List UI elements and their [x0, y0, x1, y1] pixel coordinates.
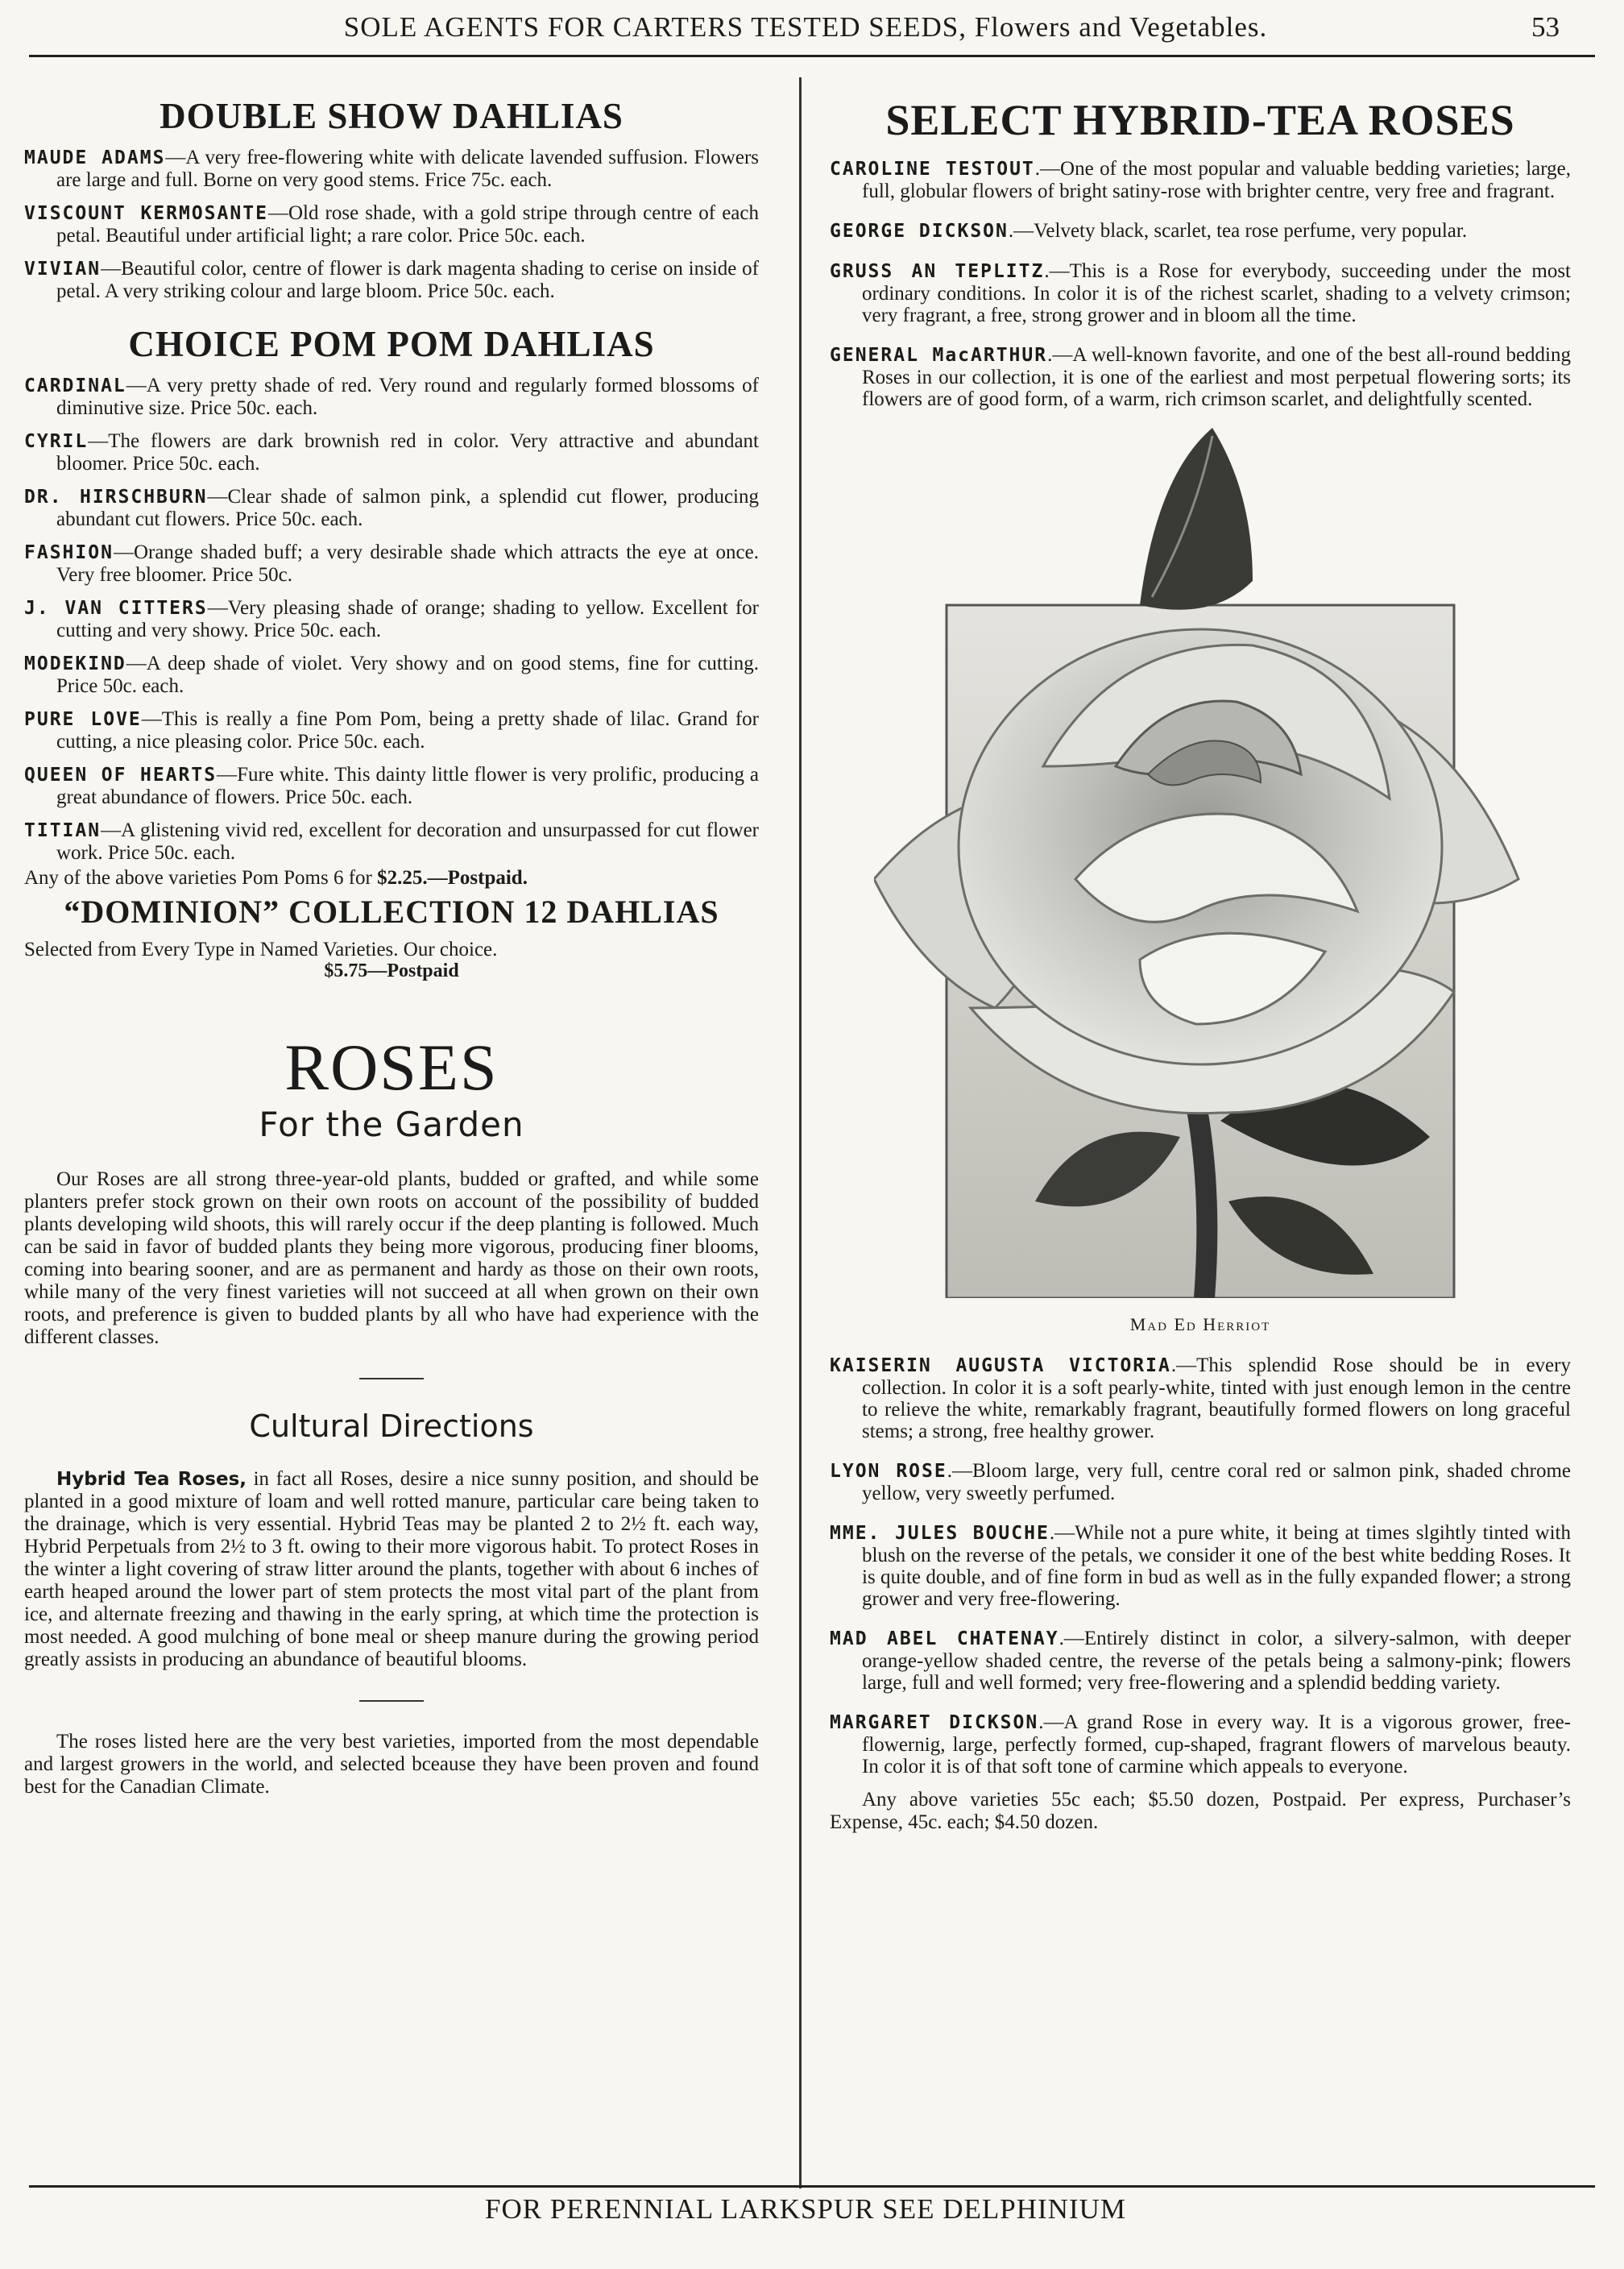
right-column	[830, 95, 1571, 1854]
cultural-directions-title: Cultural Directions	[249, 1408, 534, 1444]
list-item	[24, 764, 759, 808]
divider	[359, 1700, 424, 1702]
variety-name: CARDINAL	[24, 375, 126, 396]
list-item	[24, 486, 759, 530]
collection-text: Selected from Every Type in Named Varieties. Our choice.	[24, 939, 498, 960]
list-item	[24, 819, 759, 864]
variety-name: PURE LOVE	[24, 709, 142, 730]
variety-name: MAD ABEL CHATENAY	[830, 1628, 1059, 1649]
rose-illustration	[874, 428, 1527, 1298]
variety-desc: —Beautiful color, centre of flower is dark magenta shading to cerise on inside of petal. A very striking colour and large bloom. Price 50c. each.	[56, 258, 759, 302]
list-item	[830, 344, 1571, 410]
variety-desc: .—While not a pure white, it being at times slgihtly tinted with blush on the reverse of the petals, we consider it one of the best white bedding Roses. It is quite double, and of fine form in bud as well as in the fully expanded flower; a strong grower and very free-flowering.	[862, 1522, 1571, 1610]
variety-name: GENERAL MacARTHUR	[830, 345, 1048, 366]
variety-desc: —A deep shade of violet. Very showy and on good stems, fine for cutting. Price 50c. each.	[56, 653, 759, 697]
variety-name: KAISERIN AUGUSTA VICTORIA	[830, 1355, 1171, 1376]
roses-closing: The roses listed here are the very best varieties, imported from the most dependable and largest growers in the world, and selected bceause they have been proven and found best for the Canadian Climate.	[24, 1731, 759, 1798]
variety-desc: —The flowers are dark brownish red in color. Very attractive and abundant bloomer. Price 50c. each.	[56, 430, 759, 475]
collection-price: $5.75—Postpaid	[324, 960, 459, 981]
variety-desc: —A very pretty shade of red. Very round and regularly formed blossoms of diminutive size. Price 50c. each.	[56, 375, 759, 419]
variety-desc: .—Entirely distinct in color, a silvery-salmon, with deeper orange-yellow shaded centre, the reverse of the petals being a salmony-pink; flowers large, full and well formed; very free-flowering and a splendid bedding variety.	[862, 1628, 1571, 1694]
variety-desc: .—One of the most popular and valuable bedding varieties; large, full, globular flowers of bright satiny-rose with brighter centre, very free and fragrant.	[862, 158, 1571, 202]
divider	[359, 1378, 424, 1379]
variety-name: LYON ROSE	[830, 1461, 947, 1482]
hybrid-tea-title: SELECT HYBRID-TEA ROSES	[885, 96, 1515, 144]
pom-pom-title: CHOICE POM POM DAHLIAS	[128, 324, 655, 364]
list-item	[24, 258, 759, 302]
variety-name: MME. JULES BOUCHE	[830, 1523, 1050, 1544]
variety-desc: —Orange shaded buff; a very desirable shade which attracts the eye at once. Very free bloomer. Price 50c.	[56, 541, 759, 586]
variety-desc: .—Velvety black, scarlet, tea rose perfume, very popular.	[1008, 220, 1468, 242]
running-footer: FOR PERENNIAL LARKSPUR SEE DELPHINIUM	[484, 2193, 1127, 2225]
variety-name: MAUDE ADAMS	[24, 147, 166, 168]
variety-name: CAROLINE TESTOUT	[830, 159, 1035, 180]
offer-price: $2.25.—Postpaid.	[377, 867, 528, 889]
image-caption: Mad Ed Herriot	[1129, 1314, 1271, 1334]
list-item	[24, 597, 759, 641]
variety-desc: —Very pleasing shade of orange; shading to yellow. Excellent for cutting and very showy. Price 50c. each.	[56, 597, 759, 641]
variety-desc: .—This is a Rose for everybody, succeeding under the most ordinary conditions. In color it is of the richest scarlet, shading to a velvety crimson; very fragrant, a free, strong grower and in bloom all the time.	[862, 260, 1572, 326]
cultural-directions-text	[24, 1468, 759, 1671]
variety-name: QUEEN OF HEARTS	[24, 765, 218, 786]
variety-name: VIVIAN	[24, 259, 102, 280]
variety-desc: —This is really a fine Pom Pom, being a pretty shade of lilac. Grand for cutting, a nice pleasing color. Price 50c. each.	[56, 708, 760, 753]
variety-desc: .—A well-known favorite, and one of the best all-round bedding Roses in our collection, it is one of the earliest and most perpetual flowering sorts; its flowers are of good form, of a warm, rich crimson scarlet, and delightfully scented.	[862, 344, 1572, 410]
list-item	[24, 147, 759, 191]
header-rule	[29, 55, 1595, 57]
variety-name: MARGARET DICKSON	[830, 1712, 1039, 1733]
list-item	[24, 202, 759, 247]
double-show-title: DOUBLE SHOW DAHLIAS	[160, 96, 624, 136]
variety-name: GRUSS AN TEPLITZ	[830, 261, 1045, 282]
running-header: SOLE AGENTS FOR CARTERS TESTED SEEDS, Flowers and Vegetables.	[343, 11, 1268, 43]
variety-name: MODEKIND	[24, 653, 126, 674]
rose-image	[874, 428, 1527, 1298]
cultural-body: in fact all Roses, desire a nice sunny position, and should be planted in a good mixture of loam and well rotted manure, particular care being taken to the drainage, which is very essential. Hybrid Teas may be planted 2 to 2½ ft. each way, Hybrid Perpetuals from 2½ to 3 ft. owing to their more vigorous habit. To protect Roses in the winter a light covering of straw litter around the plants, together with about 6 inches of earth heaped around the lower part of stem protects the most vital part of the plant from ice, and alternate freezing and thawing in the early spring, at which time the protection is most needed. A good mulching of bone meal or sheep manure during the growing period greatly assists in producing an abundance of beautiful blooms.	[24, 1468, 759, 1670]
collection-title: “DOMINION” COLLECTION 12 DAHLIAS	[64, 894, 719, 930]
list-item	[830, 260, 1571, 326]
variety-desc: —Fure white. This dainty little flower is very prolific, producing a great abundance of flowers. Price 50c. each.	[56, 764, 759, 808]
variety-name: TITIAN	[24, 820, 102, 841]
footer-rule	[29, 2185, 1595, 2188]
variety-name: GEORGE DICKSON	[830, 221, 1009, 242]
list-item	[24, 653, 759, 697]
roses-intro: Our Roses are all strong three-year-old plants, budded or grafted, and while some planters prefer stock grown on their own roots on account of the possibility of budded plants developing wild shoots, this will rarely occur if the deep planting is followed. Much can be said in favor of budded plants they being more vigorous, producing finer blooms, coming into bearing sooner, and are as permanent and hardy as those on their own roots, while many of the very finest varieties will not succeed at all when grown on their own roots, and preference is given to budded plants by all who have had experience with the different classes.	[24, 1168, 759, 1348]
column-divider	[799, 77, 802, 2188]
variety-desc: —Old rose shade, with a gold stripe through centre of each petal. Beautiful under artificial light; a rare color. Price 50c. each.	[56, 202, 760, 247]
list-item	[830, 1711, 1571, 1777]
list-item	[24, 541, 759, 586]
variety-name: VISCOUNT KERMOSANTE	[24, 203, 268, 224]
list-item	[24, 375, 759, 419]
list-item	[830, 1354, 1571, 1442]
variety-desc: —A very free-flowering white with delicate lavended suffusion. Flowers are large and full. Borne on very good stems. Frice 75c. each.	[56, 147, 759, 191]
list-item	[830, 1522, 1571, 1610]
left-column	[24, 95, 759, 1798]
variety-desc: —Clear shade of salmon pink, a splendid cut flower, producing abundant cut flowers. Price 50c. each.	[56, 486, 759, 530]
list-item	[24, 430, 759, 475]
list-item	[830, 1628, 1571, 1694]
variety-name: CYRIL	[24, 431, 89, 452]
variety-desc: .—A grand Rose in every way. It is a vigorous grower, free-flowernig, large, perfectly formed, cup-shaped, fragrant flowers of marvelous beauty. In color it is of that soft tone of carmine which appeals to everyone.	[862, 1711, 1571, 1777]
variety-desc: .—Bloom large, very full, centre coral red or salmon pink, shaded chrome yellow, very sweetly perfumed.	[862, 1460, 1571, 1504]
pom-pom-offer	[24, 867, 759, 890]
list-item	[830, 220, 1571, 243]
variety-desc: —A glistening vivid red, excellent for decoration and unsurpassed for cut flower work. Price 50c. each.	[56, 819, 759, 864]
hybrid-tea-price-note: Any above varieties 55c each; $5.50 dozen, Postpaid. Per express, Purchaser’s Expense, 45c. each; $4.50 dozen.	[830, 1789, 1571, 1833]
variety-name: J. VAN CITTERS	[24, 598, 208, 619]
list-item	[830, 1460, 1571, 1504]
pom-pom-list	[24, 375, 759, 864]
offer-text: Any of the above varieties Pom Poms 6 for	[24, 867, 378, 889]
list-item	[24, 708, 759, 753]
roses-subtitle: For the Garden	[259, 1105, 524, 1144]
cultural-lead: Hybrid Tea Roses,	[56, 1469, 247, 1490]
variety-name: DR. HIRSCHBURN	[24, 487, 208, 508]
page-number: 53	[1531, 11, 1560, 43]
variety-desc: .—This splendid Rose should be in every collection. In color it is a soft pearly-white, tinted with just enough lemon in the centre to relieve the white, remarkably fragrant, beautifully formed flowers on long graceful stems; a strong, free healthy grower.	[862, 1354, 1571, 1442]
variety-name: FASHION	[24, 542, 114, 563]
roses-title: ROSES	[284, 1031, 499, 1104]
list-item	[830, 158, 1571, 202]
double-show-list	[24, 147, 759, 302]
